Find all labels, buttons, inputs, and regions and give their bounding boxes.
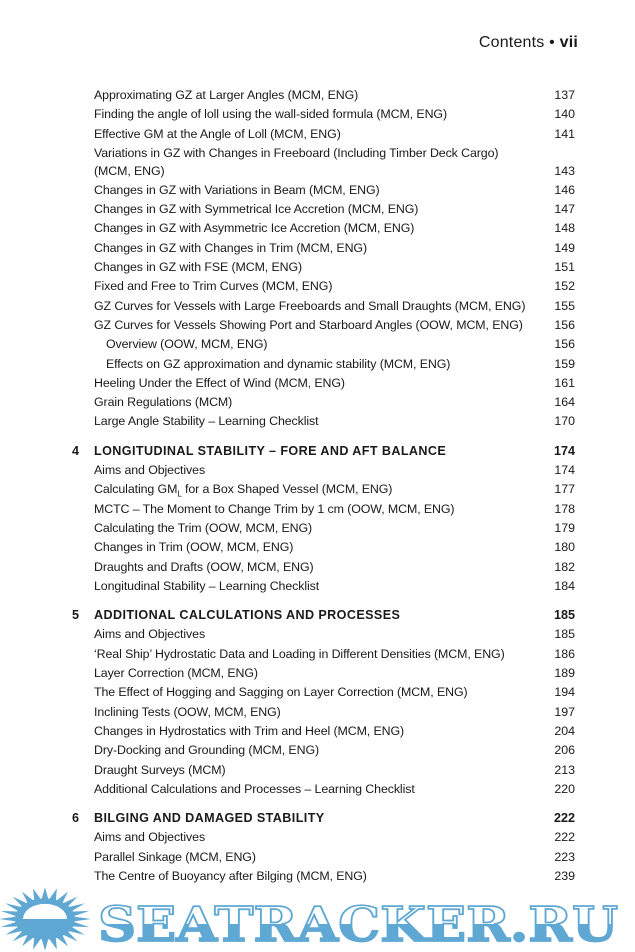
toc-entry[interactable] bbox=[0, 780, 635, 799]
entry-title: BILGING AND DAMAGED STABILITY bbox=[94, 811, 325, 826]
entry-page-number: 194 bbox=[554, 685, 575, 700]
toc-entry[interactable] bbox=[0, 848, 635, 867]
entry-page-number: 220 bbox=[554, 781, 575, 796]
toc-entry[interactable] bbox=[0, 393, 635, 412]
entry-page-number: 146 bbox=[554, 182, 575, 197]
toc-entry[interactable] bbox=[0, 538, 635, 557]
entry-page-number: 148 bbox=[554, 221, 575, 236]
toc-entry[interactable] bbox=[0, 558, 635, 577]
entry-page-number: 197 bbox=[554, 704, 575, 719]
entry-page-number: 179 bbox=[554, 520, 575, 535]
entry-title: Aims and Objectives bbox=[94, 830, 206, 845]
toc-entry[interactable] bbox=[0, 335, 635, 354]
toc-entry[interactable] bbox=[0, 519, 635, 538]
header-bullet: • bbox=[549, 34, 555, 51]
toc-entry[interactable] bbox=[0, 741, 635, 760]
entry-page-number: 164 bbox=[554, 395, 575, 410]
toc-entry[interactable] bbox=[0, 355, 635, 374]
chapter-number: 5 bbox=[72, 608, 80, 623]
toc-entry[interactable] bbox=[0, 144, 635, 181]
entry-page-number: 189 bbox=[554, 666, 575, 681]
toc-entry[interactable] bbox=[0, 461, 635, 480]
toc-entry[interactable] bbox=[0, 105, 635, 124]
entry-page-number: 223 bbox=[554, 849, 575, 864]
entry-title: Calculating the Trim (OOW, MCM, ENG) bbox=[94, 520, 313, 535]
entry-title: Parallel Sinkage (MCM, ENG) bbox=[94, 849, 256, 864]
toc-entry[interactable] bbox=[0, 500, 635, 519]
entry-title: Aims and Objectives bbox=[94, 463, 206, 478]
toc-entry[interactable] bbox=[0, 722, 635, 741]
entry-title: LONGITUDINAL STABILITY – FORE AND AFT BALANCE bbox=[94, 443, 447, 458]
toc-entry[interactable] bbox=[0, 125, 635, 144]
watermark-text: SEATRACKER.RU bbox=[98, 896, 619, 952]
entry-page-number: 149 bbox=[554, 240, 575, 255]
entry-page-number: 180 bbox=[554, 540, 575, 555]
entry-page-number: 143 bbox=[554, 163, 575, 178]
entry-page-number: 206 bbox=[554, 743, 575, 758]
entry-page-number: 185 bbox=[553, 608, 575, 623]
entry-page-number: 222 bbox=[553, 811, 575, 826]
entry-page-number: 152 bbox=[554, 279, 575, 294]
entry-title: Approximating GZ at Larger Angles (MCM, ENG) bbox=[94, 88, 359, 102]
entry-page-number: 155 bbox=[554, 298, 575, 313]
chapter-number: 4 bbox=[72, 443, 80, 458]
entry-page-number: 182 bbox=[554, 559, 575, 574]
entry-title: GZ Curves for Vessels Showing Port and Starboard Angles (OOW, MCM, ENG) bbox=[94, 317, 523, 332]
entry-title: Inclining Tests (OOW, MCM, ENG) bbox=[94, 704, 281, 719]
entry-page-number: 174 bbox=[554, 463, 575, 478]
entry-title: Effects on GZ approximation and dynamic stability (MCM, ENG) bbox=[106, 356, 451, 371]
entry-title: Calculating $GM_L$ for a Box Shaped Vessel (MCM, ENG) bbox=[94, 482, 393, 499]
entry-page-number: 185 bbox=[554, 627, 575, 642]
entry-title: Finding the angle of loll using the wall-sided formula (MCM, ENG) bbox=[94, 107, 447, 122]
toc-entry[interactable] bbox=[0, 219, 635, 238]
toc-entry[interactable] bbox=[0, 412, 635, 431]
entry-page-number: 222 bbox=[554, 830, 575, 845]
entry-page-number: 141 bbox=[554, 126, 575, 141]
entry-title: GZ Curves for Vessels with Large Freeboards and Small Draughts (MCM, ENG) bbox=[94, 298, 526, 313]
entry-page-number: 156 bbox=[554, 337, 575, 352]
toc-entry[interactable] bbox=[0, 577, 635, 596]
entry-page-number: 156 bbox=[554, 317, 575, 332]
subscript: L bbox=[177, 489, 182, 499]
header-page-number: vii bbox=[559, 34, 578, 51]
toc-entry[interactable] bbox=[0, 664, 635, 683]
toc-entry[interactable] bbox=[0, 625, 635, 644]
toc-entry[interactable] bbox=[0, 200, 635, 219]
entry-title: Changes in Trim (OOW, MCM, ENG) bbox=[94, 540, 294, 555]
chapter-number: 6 bbox=[72, 811, 80, 826]
entry-page-number: 178 bbox=[554, 501, 575, 516]
entry-page-number: 170 bbox=[554, 414, 575, 429]
entry-title: Effective GM at the Angle of Loll (MCM, ENG) bbox=[94, 126, 341, 141]
chapter-heading[interactable] bbox=[0, 809, 635, 828]
sun-icon bbox=[0, 887, 91, 950]
entry-title: Aims and Objectives bbox=[94, 627, 206, 642]
entry-title: ‘Real Ship’ Hydrostatic Data and Loading in Different Densities (MCM, ENG) bbox=[94, 646, 505, 661]
toc-entry[interactable] bbox=[0, 258, 635, 277]
entry-page-number: 140 bbox=[554, 107, 575, 122]
entry-page-number: 174 bbox=[553, 443, 575, 458]
header-title: Contents bbox=[478, 34, 545, 51]
entry-page-number: 147 bbox=[554, 202, 575, 217]
entry-title: Additional Calculations and Processes – Learning Checklist bbox=[94, 781, 415, 796]
toc-entry[interactable] bbox=[0, 86, 635, 105]
table-of-contents bbox=[0, 86, 635, 886]
entry-page-number: 239 bbox=[554, 868, 575, 883]
entry-title: Layer Correction (MCM, ENG) bbox=[94, 666, 258, 681]
entry-title: Draught Surveys (MCM) bbox=[94, 762, 226, 777]
entry-title: Overview (OOW, MCM, ENG) bbox=[106, 337, 268, 352]
toc-entry[interactable] bbox=[0, 480, 635, 499]
toc-entry[interactable] bbox=[0, 374, 635, 393]
entry-title: ADDITIONAL CALCULATIONS AND PROCESSES bbox=[94, 608, 401, 623]
entry-title: Draughts and Drafts (OOW, MCM, ENG) bbox=[94, 559, 314, 574]
entry-page-number: 177 bbox=[554, 482, 575, 497]
toc-entry[interactable] bbox=[0, 828, 635, 847]
entry-title: Changes in Hydrostatics with Trim and Heel (MCM, ENG) bbox=[94, 723, 405, 738]
entry-page-number: 184 bbox=[554, 578, 575, 593]
toc-entry[interactable] bbox=[0, 683, 635, 702]
entry-title: Changes in GZ with FSE (MCM, ENG) bbox=[94, 260, 303, 275]
entry-title: Grain Regulations (MCM) bbox=[94, 395, 233, 410]
entry-page-number: 186 bbox=[554, 646, 575, 661]
entry-title: Fixed and Free to Trim Curves (MCM, ENG) bbox=[94, 279, 333, 294]
entry-page-number: 161 bbox=[554, 375, 575, 390]
entry-title: Longitudinal Stability – Learning Checklist bbox=[94, 578, 320, 593]
entry-title: The Effect of Hogging and Sagging on Layer Correction (MCM, ENG) bbox=[94, 685, 468, 700]
chapter-heading[interactable] bbox=[0, 442, 635, 461]
entry-title: The Centre of Buoyancy after Bilging (MCM, ENG) bbox=[94, 868, 367, 883]
entry-title: Changes in GZ with Variations in Beam (MCM, ENG) bbox=[94, 182, 380, 197]
toc-entry[interactable] bbox=[0, 239, 635, 258]
entry-title: Variations in GZ with Changes in Freeboard (Including Timber Deck Cargo) (MCM, ENG) bbox=[94, 145, 499, 179]
entry-title: Changes in GZ with Symmetrical Ice Accretion (MCM, ENG) bbox=[94, 202, 419, 217]
entry-page-number: 137 bbox=[554, 88, 575, 102]
entry-title: MCTC – The Moment to Change Trim by 1 cm (OOW, MCM, ENG) bbox=[94, 501, 455, 516]
entry-page-number: 204 bbox=[554, 723, 575, 738]
toc-entry[interactable] bbox=[0, 761, 635, 780]
running-header bbox=[479, 34, 578, 52]
toc-entry[interactable] bbox=[0, 297, 635, 316]
toc-entry[interactable] bbox=[0, 703, 635, 722]
toc-entry[interactable] bbox=[0, 316, 635, 335]
toc-entry[interactable] bbox=[0, 181, 635, 200]
entry-page-number: 151 bbox=[554, 260, 575, 275]
toc-entry[interactable] bbox=[0, 867, 635, 886]
entry-title: Changes in GZ with Changes in Trim (MCM, ENG) bbox=[94, 240, 367, 255]
chapter-heading[interactable] bbox=[0, 606, 635, 625]
entry-title: Heeling Under the Effect of Wind (MCM, ENG) bbox=[94, 375, 345, 390]
toc-entry[interactable] bbox=[0, 645, 635, 664]
toc-entry[interactable] bbox=[0, 277, 635, 296]
seatracker-watermark-logo bbox=[0, 886, 635, 952]
entry-title: Large Angle Stability – Learning Checklist bbox=[94, 414, 319, 429]
entry-title: Changes in GZ with Asymmetric Ice Accretion (MCM, ENG) bbox=[94, 221, 415, 236]
entry-page-number: 213 bbox=[554, 762, 575, 777]
entry-page-number: 159 bbox=[554, 356, 575, 371]
entry-title: Dry-Docking and Grounding (MCM, ENG) bbox=[94, 743, 320, 758]
